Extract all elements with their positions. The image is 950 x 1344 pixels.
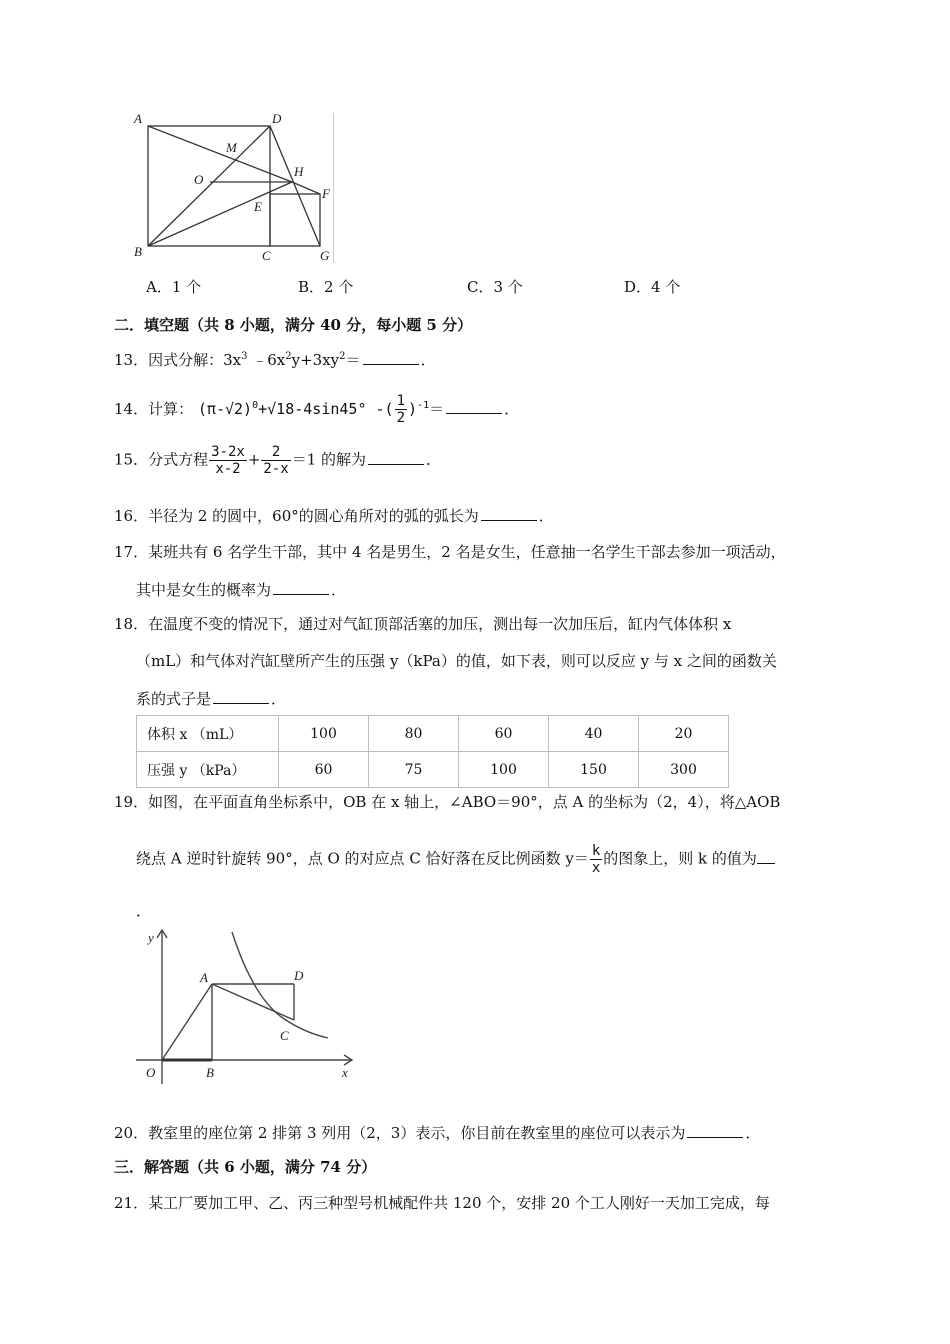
volume-pressure-table — [136, 715, 729, 788]
section-2-title: 二．填空题（共 8 小题，满分 40 分，每小题 5 分） — [114, 316, 473, 334]
label-o: O — [146, 1065, 156, 1080]
question-20: 20．教室里的座位第 2 排第 3 列用（2，3）表示，你目前在教室里的座位可以表示为 ． — [114, 1124, 761, 1142]
q12-option-a: A．1 个 — [146, 278, 202, 296]
segment-dg — [270, 126, 320, 246]
table-row — [137, 752, 729, 788]
question-18-line-2: （mL）和气体对汽缸壁所产生的压强 y（kPa）的值，如下表，则可以反应 y 与 x 之间的函数关 — [136, 652, 777, 670]
question-21: 21．某工厂要加工甲、乙、丙三种型号机械配件共 120 个，安排 20 个工人刚好一天加工完成，每 — [114, 1194, 770, 1212]
label-b: B — [134, 244, 142, 259]
answer-blank — [273, 580, 329, 595]
q12-option-b: B．2 个 — [298, 278, 354, 296]
label-d: D — [294, 968, 304, 983]
answer-blank — [363, 350, 419, 365]
label-f: F — [322, 186, 330, 201]
row-header-pressure: 压强 y （kPa） — [137, 752, 279, 788]
question-19-line-1: 19．如图，在平面直角坐标系中，OB 在 x 轴上，∠ABO＝90°，点 A 的坐标为（2，4），将△AOB — [114, 793, 781, 811]
label-a: A — [200, 970, 208, 985]
label-c: C — [280, 1028, 289, 1043]
answer-blank — [757, 849, 775, 864]
square-efgc — [270, 194, 320, 246]
q12-option-d: D．4 个 — [624, 278, 681, 296]
geometry-figure-1 — [128, 108, 338, 266]
fraction-2: $\frac{2}{2-x}$ — [263, 444, 289, 477]
q14-expression: $(\pi-√2)^0+√18-4\sin 45^\circ$ -( $\frac{1}{2}$ )$^{-1}$ — [197, 393, 430, 426]
table-cell: 300 — [639, 752, 729, 788]
k-over-x-fraction: $\frac{k}{x}$ — [591, 843, 601, 876]
table-cell: 100 — [279, 716, 369, 752]
label-m: M — [226, 140, 237, 155]
question-16: 16．半径为 2 的圆中，60°的圆心角所对的弧的弧长为 ． — [114, 507, 554, 525]
table-cell: 60 — [279, 752, 369, 788]
table-cell: 100 — [459, 752, 549, 788]
coordinate-figure-2 — [132, 924, 358, 1090]
table-cell: 75 — [369, 752, 459, 788]
question-14: 14．计算： $(\pi-√2)^0+√18-4\sin 45^\circ$ -( $\frac{1}{2}$ )$^{-1}$＝ ． — [114, 393, 520, 426]
table-row — [137, 716, 729, 752]
question-18-line-3: 系的式子是 ． — [136, 690, 287, 708]
question-17-line-2: 其中是女生的概率为 ． — [136, 581, 347, 599]
label-o: O — [194, 172, 204, 187]
q12-option-c: C．3 个 — [467, 278, 523, 296]
table-cell: 20 — [639, 716, 729, 752]
segment-ac — [212, 984, 294, 1020]
row-header-volume: 体积 x （mL） — [137, 716, 279, 752]
question-15: 15．分式方程 $\frac{3-2x}{x-2}$ + $\frac{2}{2-x}$ ＝1 的解为 ． — [114, 444, 442, 477]
table-cell: 150 — [549, 752, 639, 788]
label-a: A — [134, 111, 142, 126]
table-cell: 80 — [369, 716, 459, 752]
answer-blank — [446, 399, 502, 414]
fraction-1: $\frac{3-2x}{x-2}$ — [211, 444, 245, 477]
label-x: x — [342, 1065, 348, 1080]
label-d: D — [272, 111, 282, 126]
label-c: C — [262, 248, 271, 263]
question-19-line-2: 绕点 A 逆时针旋转 90°，点 O 的对应点 C 恰好落在反比例函数 y＝ $\frac{k}{x}$ 的图象上，则 k 的值为 — [136, 843, 775, 876]
hyperbola-curve — [232, 932, 328, 1038]
segment-bd — [148, 126, 270, 246]
label-y: y — [148, 930, 154, 945]
table-cell: 40 — [549, 716, 639, 752]
question-17-line-1: 17．某班共有 6 名学生干部，其中 4 名是男生，2 名是女生，任意抽一名学生干部去参加一项活动， — [114, 543, 786, 561]
answer-blank — [481, 506, 537, 521]
table-cell: 60 — [459, 716, 549, 752]
question-13: 13．因式分解：$3x^3$ $﹣6x^2y+3xy^2=$ ． — [114, 351, 436, 369]
answer-blank — [368, 450, 424, 465]
section-3-title: 三．解答题（共 6 小题，满分 74 分） — [114, 1158, 377, 1176]
segment-oa — [162, 984, 212, 1060]
label-b: B — [206, 1065, 214, 1080]
label-e: E — [254, 199, 262, 214]
label-h: H — [294, 164, 304, 179]
question-19-line-3: ． — [136, 902, 152, 920]
answer-blank — [213, 689, 269, 704]
question-18-line-1: 18．在温度不变的情况下，通过对气缸顶部活塞的加压，测出每一次加压后，缸内气体体积 x — [114, 615, 732, 633]
label-g: G — [320, 248, 330, 263]
answer-blank — [687, 1123, 743, 1138]
